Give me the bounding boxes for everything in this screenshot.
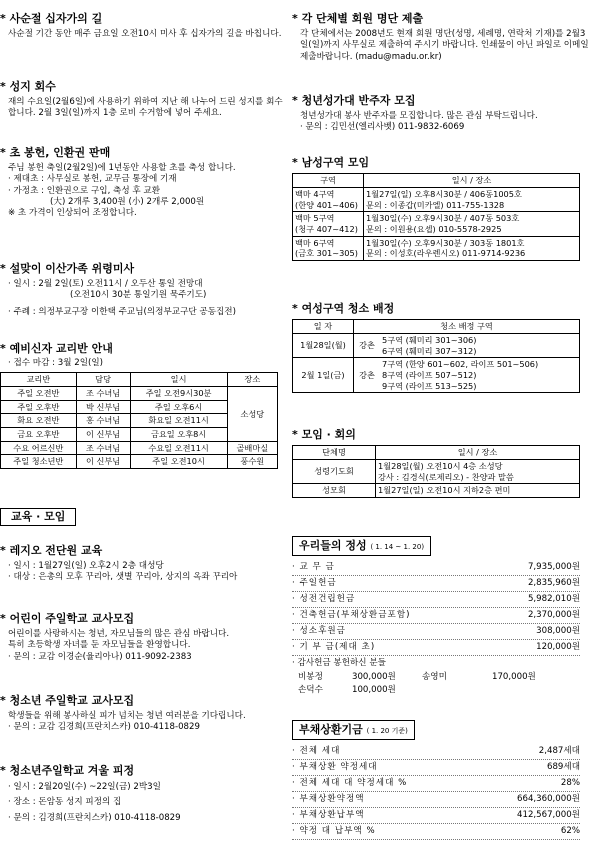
edu-label-section: [0, 508, 288, 526]
table-row: [293, 459, 580, 483]
table-cell: 성모회: [293, 484, 376, 498]
debt-title-box: [292, 720, 415, 740]
table-header: 일 자: [293, 320, 354, 334]
offering-period: ( 1. 14 ~ 1. 20): [370, 543, 425, 551]
list-item: · 성전건립헌금 5,982,010원: [292, 592, 580, 608]
table-cell: 이 신부님: [76, 428, 130, 442]
table-cell: 1월30일(수) 오후9시30분 / 303동 1801호 문의 : 이성호(라우렌시오) 011-9714-9236: [364, 236, 580, 260]
table-cell: 주일 오전9시30분: [130, 387, 227, 401]
table-cell: 1월27일(일) 오전10시 지하2층 편미: [376, 484, 580, 498]
roster-title: * 각 단체별 회원 명단 제출: [292, 12, 424, 25]
legio-line: · 일시 : 1월27일(일) 오후2시 2층 대성당: [8, 561, 164, 572]
roster-section: [292, 12, 590, 63]
table-cell: 이 신부님: [76, 455, 130, 469]
table-header: 일시 / 장소: [376, 446, 580, 460]
table-cell: 2월 1일(금): [293, 358, 354, 393]
list-item: · 전체 세대 대 약정세대 % 28%: [292, 776, 580, 792]
debt-section: [292, 720, 590, 840]
debt-period: ( 1. 20 기준): [366, 727, 408, 735]
table-header: 일시 / 장소: [364, 174, 580, 188]
list-item: · 부채상환 약정세대 689세대: [292, 760, 580, 776]
table-cell: 주일 오전반: [1, 387, 77, 401]
table-cell: 백마 6구역 (금호 301~305): [293, 236, 364, 260]
legio-section: [0, 544, 288, 584]
table-header: 단체명: [293, 446, 376, 460]
youth-camp-title: * 청소년주일학교 겨울 피정: [0, 764, 135, 777]
candle-price: (大) 2개루 3,400원 (小) 2개루 2,000원: [50, 196, 205, 207]
catechism-title: * 예비신자 교리반 안내: [0, 342, 113, 355]
table-cell: 금요 오후반: [1, 428, 77, 442]
table-header: 구역: [293, 174, 364, 188]
catechism-table: [0, 372, 278, 469]
table-row: [293, 484, 580, 498]
table-cell: 주일 오후반: [1, 400, 77, 414]
table-cell: 홍 수녀님: [76, 414, 130, 428]
table-cell: 화요 오전반: [1, 414, 77, 428]
holy-water-section: [0, 80, 288, 120]
list-item: · 부채상환약정액 664,360,000원: [292, 792, 580, 808]
youth-teacher-section: [0, 694, 288, 734]
women-section: [292, 302, 590, 393]
meeting-table: [292, 445, 580, 498]
women-title: * 여성구역 청소 배정: [292, 302, 395, 315]
cross-body: 사순절 기간 동안 매주 금요일 오전10시 미사 후 십자가의 길을 바칩니다.: [8, 29, 282, 40]
list-item: · 교 무 금 7,935,000원: [292, 560, 580, 576]
table-cell: 7구역 (한양 601~602, 라이프 501~506) 8구역 (라이프 507~512) 9구역 (라이프 513~525): [380, 358, 580, 393]
list-item: · 전체 세대 2,487세대: [292, 744, 580, 760]
table-header: 교리반: [1, 373, 77, 387]
legio-line: · 대상 : 은총의 모후 꾸리아, 샛별 꾸리아, 상지의 옥좌 꾸리아: [8, 572, 238, 583]
table-cell: 1월28일(월): [293, 333, 354, 357]
holy-water-body: 재의 수요일(2월6일)에 사용하기 위하여 지난 해 나누어 드린 성지를 회수 합니다. 2월 3일(일)까지 1층 로비 수거함에 넣어 주세요.: [8, 97, 283, 119]
table-header: 청소 배정 구역: [354, 320, 580, 334]
men-title: * 남성구역 모임: [292, 156, 370, 169]
offering-list: [292, 560, 580, 697]
offering-title-box: [292, 536, 431, 556]
child-teacher-line: 특히 초등학생 자녀를 둔 자모님들을 환영합니다.: [8, 640, 191, 651]
candle-title: * 초 봉헌, 인환권 판매: [0, 146, 111, 159]
youth-choir-section: [292, 94, 590, 134]
table-row: [293, 187, 580, 211]
child-teacher-line: 어린이를 사랑하시는 청년, 자모님들의 많은 관심 바랍니다.: [8, 629, 230, 640]
table-row: [293, 212, 580, 236]
candle-section: [0, 146, 288, 219]
youth-camp-line: · 장소 : 돈암동 성지 피정의 집: [8, 797, 122, 808]
lunar-line: · 일시 : 2월 2일(토) 오전11시 / 오두산 통일 전망대: [8, 279, 203, 290]
roster-body: 각 단체에서는 2008년도 현재 회원 명단(성명, 세례명, 연락처 기재)를 2월3일(일)까지 사무실로 제출하여 주시기 바랍니다. 인쇄물이 아닌 파일로 이메일 제출바랍니다. (madu@madu.or.kr): [300, 29, 589, 62]
catechism-section: [0, 342, 288, 469]
table-row: [293, 358, 580, 393]
thanks-heading: · 감사헌금 봉헌하신 분들: [292, 658, 386, 669]
youth-teacher-title: * 청소년 주일학교 교사모집: [0, 694, 135, 707]
candle-note: ※ 초 가격이 인상되어 조정합니다.: [8, 207, 137, 218]
thanks-row: 비봉정 300,000원 송영미 170,000원: [298, 672, 536, 683]
table-cell: 금요일 오후8시: [130, 428, 227, 442]
candle-line: · 제대초 : 사무실로 봉헌, 교무금 통장에 기재: [8, 174, 177, 185]
table-cell: 수요일 오전11시: [130, 441, 227, 455]
catechism-deadline: · 접수 마감 : 3월 2일(일): [8, 358, 104, 369]
table-cell: 성령기도회: [293, 459, 376, 483]
lunar-line: · 주례 : 의정부교구장 이한택 주교님(의정부교구단 공동집전): [8, 306, 236, 317]
table-cell: 1월27일(일) 오후8시30분 / 406동1005호 문의 : 이종갑(미카엘) 011-755-1328: [364, 187, 580, 211]
list-item: · 약정 대 납부액 % 62%: [292, 824, 580, 840]
lunar-section: [0, 262, 288, 318]
table-cell: 화요일 오전11시: [130, 414, 227, 428]
debt-title: 부채상환기금: [299, 723, 363, 736]
table-cell: 5구역 (훼미리 301~306) 6구역 (훼미리 307~312): [380, 333, 580, 357]
youth-teacher-line: · 문의 : 교감 김경희(프란치스카) 010-4118-0829: [8, 722, 200, 733]
table-cell: 1월28일(월) 오전10시 4층 소성당 강사 : 김경식(로제리오) - 찬양과 말씀: [376, 459, 580, 483]
legio-title: * 레지오 전단원 교육: [0, 544, 103, 557]
offering-section: [292, 536, 590, 697]
child-teacher-line: · 문의 : 교감 이경순(율리아나) 011-9092-2383: [8, 651, 192, 662]
table-cell: 주일 오후6시: [130, 400, 227, 414]
list-item: · 주일헌금 2,835,960원: [292, 576, 580, 592]
holy-water-title: * 성지 회수: [0, 80, 56, 93]
table-cell: 조 수녀님: [76, 441, 130, 455]
section-label: 교육 · 모임: [0, 508, 76, 526]
table-cell: 주일 오전10시: [130, 455, 227, 469]
youth-teacher-line: 학생들을 위해 봉사하실 피가 넘치는 청년 여러분을 기다립니다.: [8, 711, 246, 722]
table-row: [1, 441, 278, 455]
table-cell: 주일 청소년반: [1, 455, 77, 469]
table-cell: 박 신부님: [76, 400, 130, 414]
lunar-line: (오전10시 30분 통일기원 묵주기도): [70, 290, 207, 301]
list-item: · 부채상환납부액 412,567,000원: [292, 808, 580, 824]
table-cell: 풍수원: [227, 455, 277, 469]
youth-camp-line: · 일시 : 2월20일(수) ~22일(금) 2박3일: [8, 782, 161, 793]
candle-line: · 가정초 : 인환권으로 구입, 축성 후 교환: [8, 185, 161, 196]
youth-choir-title: * 청년성가대 반주자 모집: [292, 94, 416, 107]
table-cell: 골배마실: [227, 441, 277, 455]
cross-section: [0, 12, 288, 40]
table-cell: 1월30일(수) 오후9시30분 / 407동 503호 문의 : 이원용(요셉) 010-5578-2925: [364, 212, 580, 236]
meeting-section: [292, 428, 590, 498]
table-cell: 소성당: [227, 387, 277, 442]
list-item: · 건축헌금(부채상환금포함) 2,370,000원: [292, 608, 580, 624]
table-cell: 조 수녀님: [76, 387, 130, 401]
table-cell: 수요 어르신반: [1, 441, 77, 455]
women-table: [292, 319, 580, 393]
thanks-row: 손덕수 100,000원: [298, 685, 396, 696]
table-header: 일시: [130, 373, 227, 387]
offering-title: 우리들의 정성: [299, 539, 367, 552]
table-header: 장소: [227, 373, 277, 387]
youth-camp-line: · 문의 : 김경희(프란치스카) 010-4118-0829: [8, 812, 181, 823]
youth-camp-section: [0, 764, 288, 824]
men-table: [292, 173, 580, 261]
table-row: [1, 455, 278, 469]
child-teacher-section: [0, 612, 288, 663]
youth-choir-line: 청년성가대 봉사 반주자를 모집합니다. 많은 관심 부탁드립니다.: [300, 111, 538, 122]
table-cell: 백마 5구역 (청구 407~412): [293, 212, 364, 236]
table-cell: 백마 4구역 (한양 401~406): [293, 187, 364, 211]
table-row: [1, 387, 278, 401]
table-cell: 강촌: [354, 333, 381, 357]
table-row: [293, 236, 580, 260]
cross-title: * 사순절 십자가의 길: [0, 12, 103, 25]
youth-choir-line: · 문의 : 김민선(엘리사벳) 011-9832-6069: [300, 122, 465, 133]
men-section: [292, 156, 590, 261]
child-teacher-title: * 어린이 주일학교 교사모집: [0, 612, 135, 625]
table-row: [293, 333, 580, 357]
table-cell: 강촌: [354, 358, 381, 393]
table-header: 담당: [76, 373, 130, 387]
lunar-title: * 설맞이 이산가족 위령미사: [0, 262, 135, 275]
debt-list: [292, 744, 580, 840]
list-item: · 성소후원금 308,000원: [292, 624, 580, 640]
candle-line: 주님 봉헌 축일(2월2일)에 1년동안 사용할 초를 축성 합니다.: [8, 163, 236, 174]
meeting-title: * 모임 · 회의: [292, 428, 356, 441]
list-item: · 기 부 금(제대 초) 120,000원: [292, 640, 580, 656]
